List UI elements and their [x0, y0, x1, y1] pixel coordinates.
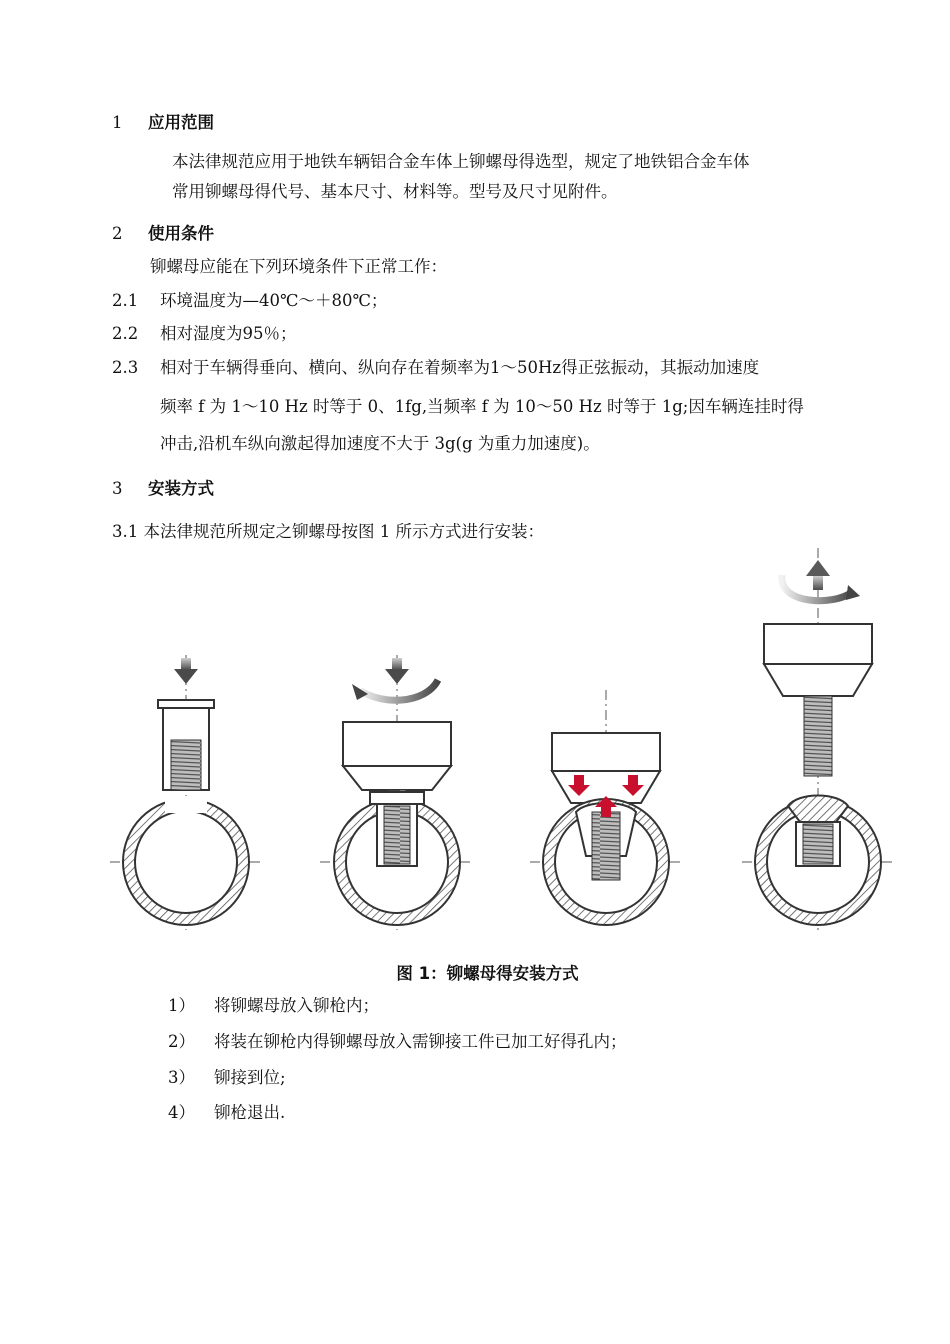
rivet-gun-head-drawing	[764, 624, 872, 776]
rotate-arrow-icon	[352, 680, 438, 700]
step-3-drawing	[530, 690, 682, 930]
section-2-number: 2	[112, 224, 123, 243]
section-3-1-text: 3.1 本法律规范所规定之铆螺母按图 1 所示方式进行安装：	[112, 522, 544, 541]
item-2-2-number: 2.2	[112, 324, 139, 343]
step-2-text: 将装在铆枪内得铆螺母放入需铆接工件已加工好得孔内；	[214, 1032, 627, 1051]
up-arrow-icon	[806, 560, 830, 590]
step-3-text: 铆接到位;	[214, 1068, 286, 1087]
rivet-nut-drawing	[158, 700, 214, 790]
figure-caption: 图 1：铆螺母得安装方式	[396, 964, 579, 983]
down-arrow-icon	[385, 658, 409, 684]
tube-section-drawing	[755, 796, 881, 926]
item-2-2-text: 相对湿度为95％；	[160, 324, 297, 343]
step-4-text: 铆枪退出.	[214, 1103, 286, 1122]
section-2-intro: 铆螺母应能在下列环境条件下正常工作：	[150, 257, 447, 276]
item-2-1-number: 2.1	[112, 291, 139, 310]
tube-section-drawing	[543, 799, 669, 925]
item-2-3-number: 2.3	[112, 358, 139, 377]
step-2-number: 2）	[168, 1032, 195, 1051]
tube-section-drawing	[334, 792, 460, 925]
section-1-number: 1	[112, 113, 123, 132]
item-2-3-text: 相对于车辆得垂向、横向、纵向存在着频率为1～50Hz得正弦振动，其振动加速度	[160, 358, 760, 377]
step-1-number: 1）	[168, 996, 195, 1015]
section-3-title: 安装方式	[148, 479, 214, 498]
section-2-title: 使用条件	[148, 224, 214, 243]
step-1-text: 将铆螺母放入铆枪内；	[214, 996, 379, 1015]
step-4-drawing	[742, 548, 894, 930]
rivet-gun-head-drawing	[552, 733, 660, 803]
step-1-drawing	[110, 655, 262, 930]
section-1-paragraph-line1: 本法律规范应用于地铁车辆铝合金车体上铆螺母得选型，规定了地铁铝合金车体	[172, 152, 750, 171]
item-2-3-continuation-2: 冲击,沿机车纵向激起得加速度不大于 3g(g 为重力加速度)。	[160, 434, 600, 453]
section-3-number: 3	[112, 479, 123, 498]
step-4-number: 4）	[168, 1103, 195, 1122]
down-arrow-icon	[174, 658, 198, 684]
section-1-paragraph-line2: 常用铆螺母得代号、基本尺寸、材料等。型号及尺寸见附件。	[172, 182, 618, 201]
item-2-1-text: 环境温度为—40℃～＋80℃；	[160, 291, 388, 310]
step-2-drawing	[320, 655, 472, 930]
tube-section-drawing	[123, 796, 249, 925]
step-3-number: 3）	[168, 1068, 195, 1087]
item-2-3-continuation-1: 频率 f 为 1～10 Hz 时等于 0、1fg,当频率 f 为 10～50 Hz 时等于 1g;因车辆连挂时得	[160, 397, 804, 416]
section-1-title: 应用范围	[148, 113, 214, 132]
